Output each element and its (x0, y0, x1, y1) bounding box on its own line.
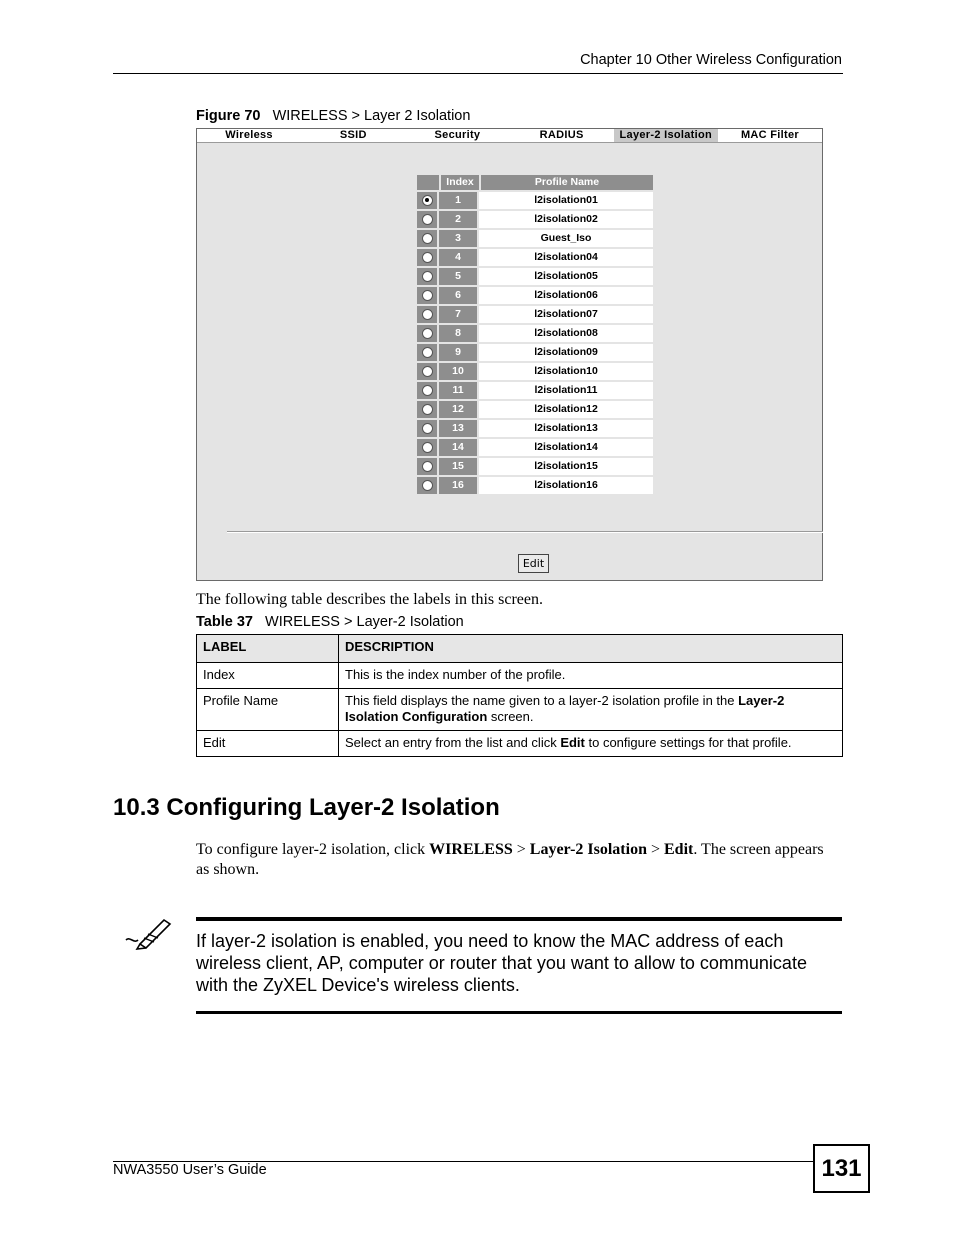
row-select-radio[interactable] (422, 271, 433, 282)
row-select-radio[interactable] (422, 328, 433, 339)
chapter-header: Chapter 10 Other Wireless Configuration (580, 52, 842, 68)
profile-row (417, 420, 653, 439)
tab-wireless[interactable]: Wireless (225, 129, 273, 141)
row-profile-name: l2isolation09 (479, 344, 653, 363)
row-index: 9 (439, 344, 479, 363)
row-select-cell (417, 382, 439, 401)
row-profile-name: l2isolation08 (479, 325, 653, 344)
row-description (339, 689, 843, 731)
note-bottom-rule (196, 1011, 842, 1014)
description-fragment: Edit (560, 735, 585, 750)
row-index: 12 (439, 401, 479, 420)
row-profile-name: Guest_Iso (479, 230, 653, 249)
description-fragment: Layer-2 Isolation Configuration (345, 693, 785, 724)
row-index: 1 (439, 192, 479, 211)
paragraph-fragment: WIRELESS (429, 841, 513, 858)
row-index: 14 (439, 439, 479, 458)
header-rule (113, 73, 843, 74)
row-profile-name: l2isolation06 (479, 287, 653, 306)
description-fragment: This is the index number of the profile. (345, 667, 566, 682)
profile-row (417, 344, 653, 363)
table-label: Table 37 (196, 614, 253, 630)
row-select-radio[interactable] (422, 442, 433, 453)
profile-row (417, 211, 653, 230)
profile-table (417, 175, 653, 496)
row-select-radio[interactable] (422, 404, 433, 415)
row-index: 13 (439, 420, 479, 439)
row-select-cell (417, 344, 439, 363)
row-select-radio[interactable] (422, 366, 433, 377)
paragraph-fragment: Layer-2 Isolation (529, 841, 647, 858)
paragraph-fragment: > (646, 841, 664, 858)
row-index: 16 (439, 477, 479, 496)
row-index: 4 (439, 249, 479, 268)
row-profile-name: l2isolation14 (479, 439, 653, 458)
row-select-cell (417, 192, 439, 211)
description-column-header: DESCRIPTION (339, 635, 843, 663)
tab-radius[interactable]: RADIUS (539, 129, 584, 141)
row-select-radio[interactable] (422, 423, 433, 434)
row-index: 11 (439, 382, 479, 401)
form-divider (227, 531, 823, 533)
table-title: WIRELESS > Layer-2 Isolation (265, 614, 464, 630)
row-select-radio[interactable] (422, 252, 433, 263)
row-index: 7 (439, 306, 479, 325)
profile-row (417, 439, 653, 458)
profile-row (417, 382, 653, 401)
page-number: 131 (813, 1144, 870, 1193)
tab-mac-filter[interactable]: MAC Filter (740, 129, 799, 141)
row-index: 15 (439, 458, 479, 477)
paragraph-fragment: Edit (664, 841, 694, 858)
profile-row (417, 401, 653, 420)
tab-ssid[interactable]: SSID (339, 129, 367, 141)
row-profile-name: l2isolation02 (479, 211, 653, 230)
select-column-header (417, 175, 439, 192)
table-row (197, 663, 843, 689)
profile-row (417, 306, 653, 325)
row-select-cell (417, 325, 439, 344)
note-top-rule (196, 917, 842, 921)
row-profile-name: l2isolation04 (479, 249, 653, 268)
row-select-cell (417, 420, 439, 439)
row-select-cell (417, 477, 439, 496)
row-index: 3 (439, 230, 479, 249)
row-profile-name: l2isolation10 (479, 363, 653, 382)
index-column-header: Index (439, 175, 479, 192)
figure-caption (196, 108, 470, 124)
row-profile-name: l2isolation12 (479, 401, 653, 420)
tab-bar (197, 129, 822, 143)
description-fragment: to configure settings for that profile. (584, 735, 792, 750)
row-index: 6 (439, 287, 479, 306)
profile-name-column-header: Profile Name (479, 175, 653, 192)
row-select-cell (417, 363, 439, 382)
label-column-header: LABEL (197, 635, 339, 663)
table-row (197, 731, 843, 757)
row-select-radio[interactable] (422, 195, 433, 206)
row-profile-name: l2isolation07 (479, 306, 653, 325)
row-description (339, 663, 843, 689)
row-select-cell (417, 306, 439, 325)
intro-text: The following table describes the labels in this screen. (196, 591, 544, 608)
row-select-cell (417, 268, 439, 287)
row-select-radio[interactable] (422, 480, 433, 491)
row-index: 2 (439, 211, 479, 230)
description-fragment: Select an entry from the list and click (345, 735, 561, 750)
description-fragment: This field displays the name given to a layer-2 isolation profile in the (345, 693, 739, 708)
paragraph-fragment: To configure layer-2 isolation, click (196, 841, 430, 858)
row-profile-name: l2isolation01 (479, 192, 653, 211)
table-row (197, 689, 843, 731)
row-select-cell (417, 401, 439, 420)
paragraph-fragment: > (512, 841, 530, 858)
section-heading: 10.3 Configuring Layer-2 Isolation (113, 794, 500, 821)
row-select-radio[interactable] (422, 233, 433, 244)
row-label: Edit (197, 731, 339, 757)
figure-title: WIRELESS > Layer 2 Isolation (272, 108, 471, 124)
row-label: Profile Name (197, 689, 339, 731)
row-select-cell (417, 287, 439, 306)
profile-row (417, 363, 653, 382)
row-profile-name: l2isolation16 (479, 477, 653, 496)
profile-row (417, 268, 653, 287)
description-fragment: screen. (487, 709, 534, 724)
row-label: Index (197, 663, 339, 689)
profile-row (417, 249, 653, 268)
pencil-note-icon (124, 914, 174, 950)
note-text: If layer-2 isolation is enabled, you need to know the MAC address of each wireless client, AP, computer or router that you want to allow to communicate with the ZyXEL Device's wireless clients. (196, 931, 807, 995)
row-description (339, 731, 843, 757)
profile-row (417, 287, 653, 306)
guide-title: NWA3550 User’s Guide (113, 1162, 267, 1178)
row-select-radio[interactable] (422, 461, 433, 472)
layer2-isolation-screenshot (196, 128, 823, 581)
figure-label: Figure 70 (196, 108, 261, 124)
section-paragraph (196, 840, 836, 880)
row-index: 10 (439, 363, 479, 382)
tab-security[interactable]: Security (434, 129, 481, 141)
row-select-cell (417, 458, 439, 477)
profile-row (417, 230, 653, 249)
row-select-cell (417, 249, 439, 268)
row-select-radio[interactable] (422, 309, 433, 320)
profile-row (417, 192, 653, 211)
row-profile-name: l2isolation11 (479, 382, 653, 401)
row-profile-name: l2isolation13 (479, 420, 653, 439)
profile-row (417, 325, 653, 344)
row-select-radio[interactable] (422, 347, 433, 358)
row-select-radio[interactable] (422, 290, 433, 301)
row-select-cell (417, 230, 439, 249)
row-index: 5 (439, 268, 479, 287)
edit-button[interactable]: Edit (518, 554, 549, 573)
description-table (196, 634, 843, 757)
table-caption (196, 614, 464, 630)
row-profile-name: l2isolation15 (479, 458, 653, 477)
row-select-radio[interactable] (422, 385, 433, 396)
tab-layer-2-isolation[interactable]: Layer-2 Isolation (614, 129, 718, 142)
row-select-radio[interactable] (422, 214, 433, 225)
row-select-cell (417, 211, 439, 230)
paragraph-fragment: . The screen appears as shown. (196, 841, 824, 878)
row-profile-name: l2isolation05 (479, 268, 653, 287)
row-index: 8 (439, 325, 479, 344)
profile-row (417, 477, 653, 496)
profile-row (417, 458, 653, 477)
row-select-cell (417, 439, 439, 458)
